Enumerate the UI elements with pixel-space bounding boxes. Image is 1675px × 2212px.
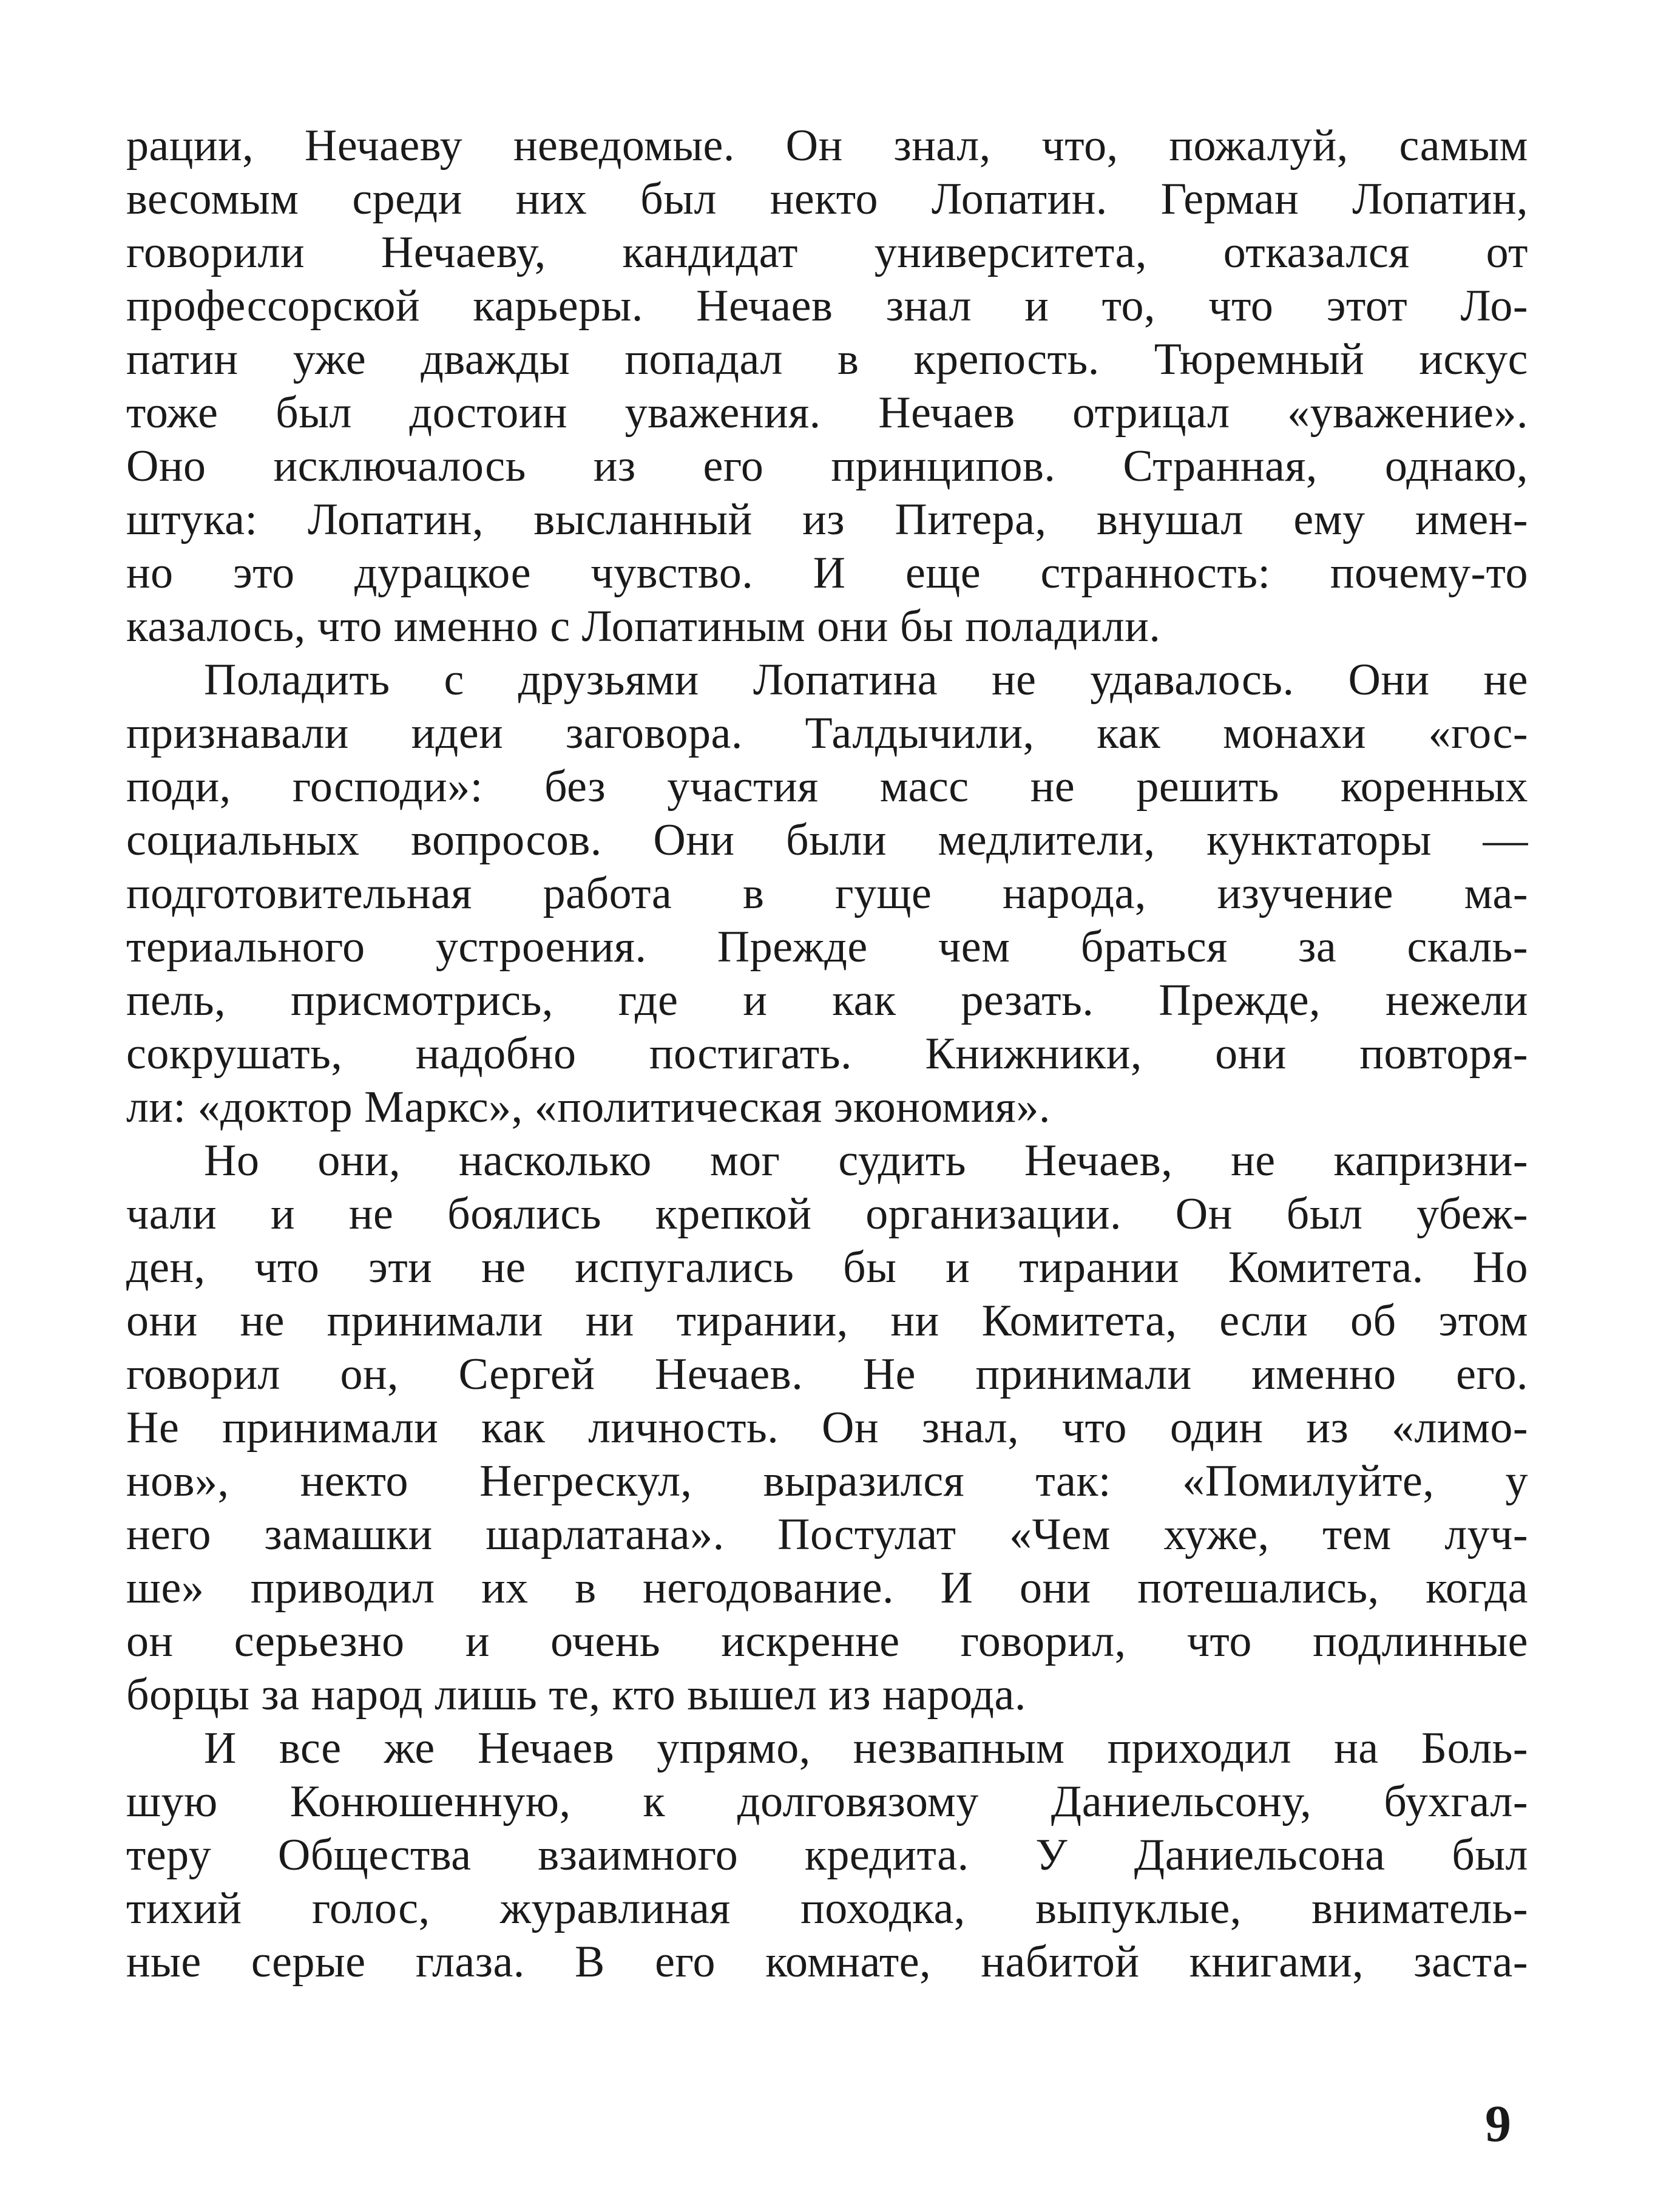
text-line: они не принимали ни тирании, ни Комитета, если об этом: [126, 1296, 1528, 1346]
text-line: он серьезно и очень искренне говорил, что подлинные: [126, 1617, 1528, 1666]
text-line: ден, что эти не испугались бы и тирании Комитета. Но: [126, 1243, 1528, 1292]
page-number: 9: [1485, 2094, 1511, 2153]
text-line: шую Конюшенную, к долговязому Даниельсону, бухгал-: [126, 1777, 1528, 1827]
text-line: штука: Лопатин, высланный из Питера, внушал ему имен-: [126, 495, 1528, 545]
text-line: профессорской карьеры. Нечаев знал и то, что этот Ло-: [126, 281, 1528, 331]
text-line: Не принимали как личность. Он знал, что один из «лимо-: [126, 1403, 1528, 1453]
text-line: Поладить с друзьями Лопатина не удавалось. Они не: [204, 655, 1528, 705]
text-line: И все же Нечаев упрямо, незвапным приходил на Боль-: [204, 1723, 1528, 1773]
text-line: тихий голос, журавлиная походка, выпуклые, вниматель-: [126, 1884, 1528, 1933]
text-line: социальных вопросов. Они были медлители, кунктаторы —: [126, 815, 1528, 865]
text-line: патин уже дважды попадал в крепость. Тюремный искус: [126, 334, 1528, 384]
paragraph: [126, 653, 1528, 1134]
text-line: говорил он, Сергей Нечаев. Не принимали именно его.: [126, 1349, 1528, 1399]
text-line: борцы за народ лишь те, кто вышел из народа.: [126, 1670, 1026, 1720]
text-line: тоже был достоин уважения. Нечаев отрицал «уважение».: [126, 388, 1528, 438]
book-page: [126, 119, 1528, 2195]
text-line: пель, присмотрись, где и как резать. Прежде, нежели: [126, 975, 1528, 1025]
paragraph: [126, 1134, 1528, 1722]
text-line: подготовительная работа в гуще народа, изучение ма-: [126, 869, 1528, 918]
text-line: признавали идеи заговора. Талдычили, как монахи «гос-: [126, 708, 1528, 758]
text-line: казалось, что именно с Лопатиным они бы поладили.: [126, 602, 1161, 651]
text-line: Оно исключалось из его принципов. Странная, однако,: [126, 441, 1528, 491]
text-line: поди, господи»: без участия масс не решить коренных: [126, 762, 1528, 812]
text-line: чали и не боялись крепкой организации. Он был убеж-: [126, 1189, 1528, 1239]
text-line: териального устроения. Прежде чем браться за скаль-: [126, 922, 1528, 972]
text-line: ли: «доктор Маркс», «политическая экономия».: [126, 1082, 1051, 1132]
paragraph: [126, 119, 1528, 653]
text-line: ше» приводил их в негодование. И они потешались, когда: [126, 1563, 1528, 1613]
text-line: сокрушать, надобно постигать. Книжники, они повторя-: [126, 1029, 1528, 1079]
text-line: теру Общества взаимного кредита. У Даниельсона был: [126, 1830, 1528, 1880]
text-line: весомым среди них был некто Лопатин. Герман Лопатин,: [126, 174, 1528, 224]
text-line: но это дурацкое чувство. И еще странность: почему-то: [126, 548, 1528, 598]
text-line: Но они, насколько мог судить Нечаев, не капризни-: [204, 1136, 1528, 1186]
text-line: говорили Нечаеву, кандидат университета, отказался от: [126, 228, 1528, 277]
text-line: рации, Нечаеву неведомые. Он знал, что, пожалуй, самым: [126, 121, 1528, 171]
text-line: ные серые глаза. В его комнате, набитой книгами, заста-: [126, 1937, 1528, 1987]
paragraph: [126, 1722, 1528, 1989]
text-line: него замашки шарлатана». Постулат «Чем хуже, тем луч-: [126, 1510, 1528, 1559]
text-line: нов», некто Негрескул, выразился так: «Помилуйте, у: [126, 1456, 1528, 1506]
page-text: [126, 119, 1528, 1989]
